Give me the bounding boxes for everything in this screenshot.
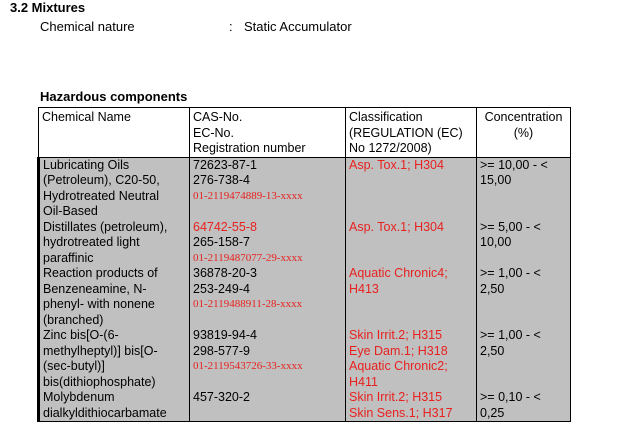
cell-concentration <box>477 328 571 390</box>
cell-classification <box>346 157 477 220</box>
chemical-name-line: paraffinic <box>43 250 94 265</box>
concentration-line: 15,00 <box>480 173 512 187</box>
ec-number: 265-158-7 <box>193 235 250 249</box>
header-cas-line: CAS-No. <box>193 110 243 124</box>
concentration-line: >= 0,10 - < <box>480 390 541 404</box>
chemical-name-line: methylheptyl)] bis[O- <box>43 343 158 358</box>
header-conc-line: (%) <box>513 125 534 140</box>
table-row <box>39 390 571 422</box>
chemical-name-line: bis(dithiophosphate) <box>43 374 156 389</box>
classification-line: H411 <box>349 374 378 389</box>
ec-number: 298-577-9 <box>193 343 250 358</box>
table-row <box>39 220 571 267</box>
classification-line: Asp. Tox.1; H304 <box>349 157 444 172</box>
classification-line: Aquatic Chronic2; <box>349 359 448 373</box>
header-ec-line: EC-No. <box>193 125 234 140</box>
chemical-name-line: (Petroleum), C20-50, <box>43 173 160 187</box>
ec-number: 457-320-2 <box>193 390 250 404</box>
chemical-name-line: phenyl- with nonene <box>43 297 155 311</box>
cas-number: 72623-87-1 <box>193 157 257 172</box>
ec-number: 276-738-4 <box>193 173 250 187</box>
cas-number: 93819-94-4 <box>193 328 257 342</box>
cell-chemical-name <box>39 390 190 422</box>
chemical-name-line: Benzeneamine, N- <box>43 281 147 296</box>
classification-line: Skin Irrit.2; H315 <box>349 390 443 404</box>
chemical-name-line: (sec-butyl)] <box>43 359 105 373</box>
table-header-row <box>39 108 571 158</box>
cell-chemical-name <box>39 266 190 328</box>
cell-cas-ec-reg <box>190 266 346 328</box>
classification-line: Eye Dam.1; H318 <box>349 343 448 358</box>
cell-concentration <box>477 157 571 220</box>
header-chemical-name <box>39 108 190 158</box>
cell-chemical-name <box>39 328 190 390</box>
header-classification <box>346 108 477 158</box>
section-title: 3.2 Mixtures <box>10 0 86 15</box>
cell-classification <box>346 328 477 390</box>
cell-classification <box>346 266 477 328</box>
ec-number: 253-249-4 <box>193 281 250 296</box>
cell-concentration <box>477 266 571 328</box>
classification-line: Skin Irrit.2; H315 <box>349 328 443 342</box>
classification-line: Aquatic Chronic4; <box>349 266 448 280</box>
chemical-name-line: Reaction products of <box>43 266 158 280</box>
chemical-nature-colon: : <box>229 19 233 34</box>
chemical-name-line: hydrotreated light <box>43 235 140 249</box>
chemical-name-line: Lubricating Oils <box>43 157 130 172</box>
concentration-line: >= 1,00 - < <box>480 328 541 342</box>
chemical-nature-label: Chemical nature <box>40 19 135 34</box>
concentration-line: >= 1,00 - < <box>480 266 541 280</box>
registration-number: 01-2119487077-29-xxxx <box>193 251 303 264</box>
cell-cas-ec-reg <box>190 220 346 267</box>
concentration-line: 2,50 <box>480 281 505 296</box>
registration-number: 01-2119474889-13-xxxx <box>193 189 303 202</box>
header-cas-ec-reg <box>190 108 346 158</box>
chemical-name-line: (branched) <box>43 312 104 327</box>
chemical-nature-value: Static Accumulator <box>244 19 352 34</box>
classification-line: Asp. Tox.1; H304 <box>349 219 444 234</box>
hazardous-components-table <box>37 107 571 422</box>
table-row <box>39 157 571 220</box>
header-reg-line: Registration number <box>193 141 306 155</box>
header-class-line: No 1272/2008) <box>349 141 432 155</box>
cell-cas-ec-reg <box>190 157 346 220</box>
cell-classification <box>346 390 477 422</box>
chemical-name-line: Distillates (petroleum), <box>43 219 168 234</box>
chemical-name-line: Molybdenum <box>43 390 115 404</box>
header-name-text: Chemical Name <box>42 110 131 124</box>
table-row <box>39 328 571 390</box>
cell-chemical-name <box>39 157 190 220</box>
registration-number: 01-2119543726-33-xxxx <box>193 360 303 372</box>
classification-line: Skin Sens.1; H317 <box>349 405 453 420</box>
classification-line: H413 <box>349 281 379 296</box>
cell-classification <box>346 220 477 267</box>
header-class-line: Classification <box>349 110 423 124</box>
header-concentration <box>477 108 571 158</box>
table-row <box>39 266 571 328</box>
header-class-line: (REGULATION (EC) <box>349 125 463 140</box>
hazardous-components-title: Hazardous components <box>40 89 188 104</box>
registration-number: 01-2119488911-28-xxxx <box>193 298 303 310</box>
cell-concentration <box>477 220 571 267</box>
cas-number: 64742-55-8 <box>193 219 257 234</box>
concentration-line: 0,25 <box>480 405 505 420</box>
chemical-name-line: Zinc bis[O-(6- <box>43 328 119 342</box>
concentration-line: >= 5,00 - < <box>480 219 541 234</box>
concentration-line: 2,50 <box>480 343 505 358</box>
chemical-name-line: dialkyldithiocarbamate <box>43 405 167 420</box>
concentration-line: >= 10,00 - < <box>480 157 548 172</box>
cell-cas-ec-reg <box>190 390 346 422</box>
cas-number: 36878-20-3 <box>193 266 257 280</box>
cell-chemical-name <box>39 220 190 267</box>
cell-concentration <box>477 390 571 422</box>
cell-cas-ec-reg <box>190 328 346 390</box>
header-conc-line: Concentration <box>484 110 563 124</box>
chemical-name-line: Hydrotreated Neutral <box>43 188 160 203</box>
concentration-line: 10,00 <box>480 235 512 249</box>
chemical-name-line: Oil-Based <box>43 204 98 218</box>
